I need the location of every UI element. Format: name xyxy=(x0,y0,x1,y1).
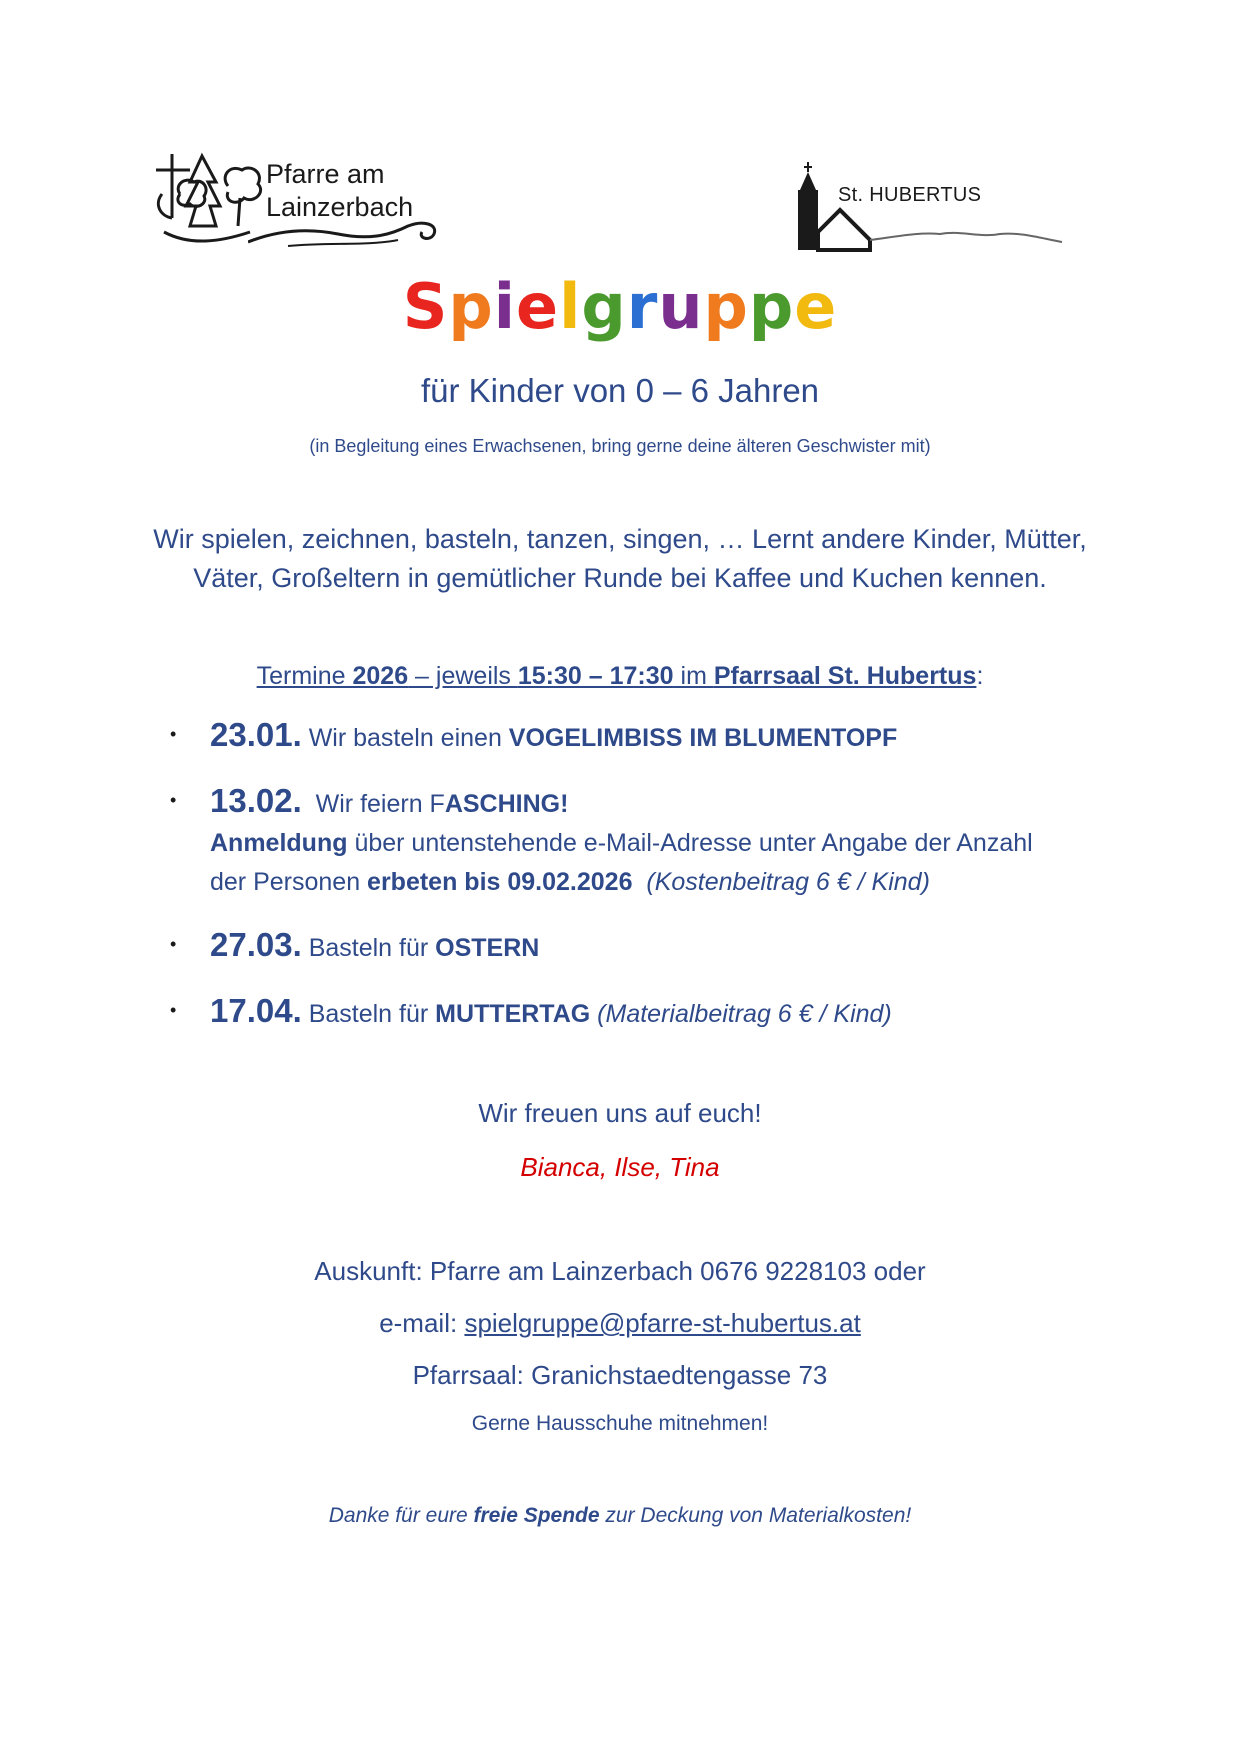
church-tower-logo-icon xyxy=(790,162,1075,254)
subtitle: für Kinder von 0 – 6 Jahren xyxy=(420,372,820,409)
event-highlight: ASCHING! xyxy=(444,790,569,818)
bullet-icon: • xyxy=(170,790,177,810)
thanks-p2: zur Deckung von Materialkosten! xyxy=(599,1504,912,1527)
title-letter: g xyxy=(581,270,627,343)
dates-heading-place: Pfarrsaal St. Hubertus xyxy=(713,662,977,690)
logo-st-hubertus xyxy=(790,162,1075,254)
title-letter: p xyxy=(748,270,795,343)
title-letter: i xyxy=(493,270,517,343)
intro-line-1: Wir spielen, zeichnen, basteln, tanzen, singen, … Lernt andere Kinder, Mütter, xyxy=(153,524,1087,554)
event-date: 27.03. xyxy=(210,926,302,963)
registration-deadline: erbeten bis 09.02.2026 xyxy=(367,868,633,896)
dates-heading-p1: Termine xyxy=(256,662,353,690)
dates-heading-year: 2026 xyxy=(352,662,409,690)
bullet-icon: • xyxy=(170,1000,177,1020)
event-date: 23.01. xyxy=(210,716,302,753)
dates-heading-time: 15:30 – 17:30 xyxy=(517,662,674,690)
accompaniment-note: (in Begleitung eines Erwachsenen, bring gerne deine älteren Geschwister mit) xyxy=(309,436,931,456)
event-fee: (Materialbeitrag 6 € / Kind) xyxy=(590,1000,892,1028)
registration-fee: (Kostenbeitrag 6 € / Kind) xyxy=(632,868,930,896)
event-text: Wir feiern F xyxy=(301,790,445,818)
registration-text-1: über untenstehende e-Mail-Adresse unter Angabe der Anzahl xyxy=(347,829,1033,857)
page-title xyxy=(0,270,1240,343)
logo-right-text: St. HUBERTUS xyxy=(838,184,982,206)
email-prefix: e-mail: xyxy=(379,1308,465,1338)
title-letter: p xyxy=(703,270,749,343)
logo-left-line1: Pfarre am xyxy=(266,159,385,189)
contact-email-line xyxy=(0,1308,1240,1339)
dates-heading xyxy=(0,662,1240,691)
title-letter: p xyxy=(448,270,494,343)
intro-paragraph xyxy=(0,520,1240,598)
dates-heading-p4: : xyxy=(976,662,984,690)
event-date: 13.02. xyxy=(210,782,302,819)
title-letter: S xyxy=(402,270,449,343)
registration-label: Anmeldung xyxy=(210,829,348,857)
logo-left-line2: Lainzerbach xyxy=(266,192,414,222)
contact-info: Auskunft: Pfarre am Lainzerbach 0676 9228103 oder xyxy=(314,1256,926,1286)
logo-left-text xyxy=(266,158,413,224)
slippers-hint: Gerne Hausschuhe mitnehmen! xyxy=(471,1412,769,1435)
address: Pfarrsaal: Granichstaedtengasse 73 xyxy=(412,1360,828,1390)
thanks-note xyxy=(0,1504,1240,1528)
bullet-icon: • xyxy=(170,724,177,744)
dates-heading-p3: im xyxy=(673,662,714,690)
event-item xyxy=(170,925,1110,968)
title-letter: e xyxy=(794,270,838,343)
registration-text-2: der Personen xyxy=(210,868,368,896)
event-date: 17.04. xyxy=(210,992,302,1029)
title-letter: u xyxy=(658,270,704,343)
event-item xyxy=(170,715,1110,758)
title-letter: e xyxy=(516,270,560,343)
signature: Bianca, Ilse, Tina xyxy=(520,1152,720,1182)
thanks-bold: freie Spende xyxy=(473,1504,600,1527)
event-item xyxy=(170,991,1110,1034)
greeting: Wir freuen uns auf euch! xyxy=(478,1098,762,1128)
thanks-p1: Danke für eure xyxy=(328,1504,474,1527)
event-highlight: OSTERN xyxy=(435,934,540,962)
event-text: Basteln für xyxy=(301,1000,436,1028)
event-highlight: VOGELIMBISS IM BLUMENTOPF xyxy=(508,724,898,752)
event-highlight: MUTTERTAG xyxy=(435,1000,591,1028)
event-item xyxy=(170,781,1110,902)
intro-line-2: Väter, Großeltern in gemütlicher Runde bei Kaffee und Kuchen kennen. xyxy=(193,563,1047,593)
logo-pfarre-am-lainzerbach xyxy=(150,146,450,254)
title-letter: r xyxy=(626,270,659,343)
event-text: Wir basteln einen xyxy=(301,724,509,752)
email-link[interactable]: spielgruppe@pfarre-st-hubertus.at xyxy=(464,1308,861,1338)
event-list xyxy=(170,715,1110,1057)
bullet-icon: • xyxy=(170,934,177,954)
dates-heading-p2: – jeweils xyxy=(408,662,518,690)
title-letter: l xyxy=(559,270,582,343)
event-text: Basteln für xyxy=(301,934,436,962)
